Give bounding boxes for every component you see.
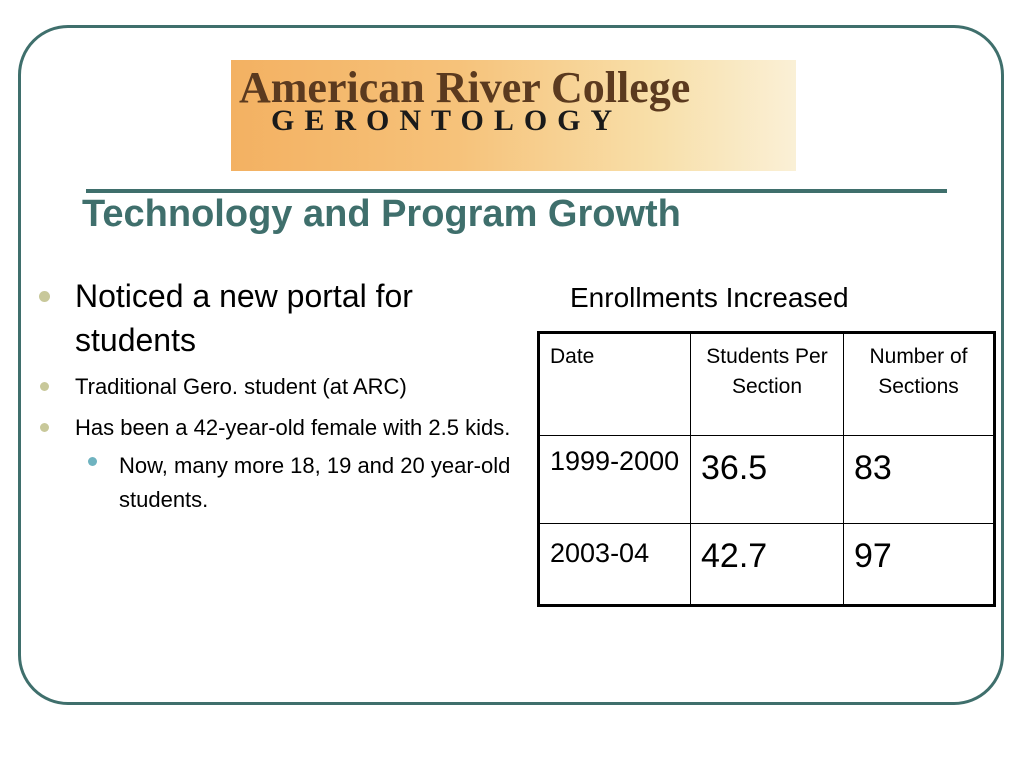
cell-number-of-sections: 97: [844, 524, 995, 606]
college-logo: [231, 60, 796, 171]
bullet-item: [36, 370, 536, 404]
enrollment-table: [537, 331, 996, 607]
logo-program-name: GERONTOLOGY: [271, 104, 623, 137]
header-date: Date: [539, 333, 691, 436]
cell-students-per-section: 36.5: [691, 436, 844, 524]
sub-bullet-text: Now, many more 18, 19 and 20 year-old students.: [119, 453, 511, 512]
cell-students-per-section: 42.7: [691, 524, 844, 606]
bullet-item: [36, 411, 536, 445]
cell-date: 1999-2000: [539, 436, 691, 524]
bullet-text: Has been a 42-year-old female with 2.5 kids.: [75, 415, 511, 440]
table-header-row: [539, 333, 995, 436]
bullet-dot-icon: [39, 291, 50, 302]
bullet-text: Traditional Gero. student (at ARC): [75, 374, 407, 399]
bullet-dot-icon: [40, 382, 49, 391]
logo-college-name: American River College: [239, 63, 691, 112]
slide-title: Technology and Program Growth: [82, 193, 681, 235]
sub-bullet-item: [36, 449, 536, 517]
header-students-per-section: Students Per Section: [691, 333, 844, 436]
table-row: [539, 436, 995, 524]
sub-bullet-dot-icon: [88, 457, 97, 466]
cell-number-of-sections: 83: [844, 436, 995, 524]
bullet-list: [36, 274, 536, 517]
bullet-dot-icon: [40, 423, 49, 432]
header-number-of-sections: Number of Sections: [844, 333, 995, 436]
cell-date: 2003-04: [539, 524, 691, 606]
bullet-text: Noticed a new portal for students: [75, 278, 413, 358]
table-caption: Enrollments Increased: [570, 282, 849, 313]
bullet-item: [36, 274, 536, 362]
table-row: [539, 524, 995, 606]
